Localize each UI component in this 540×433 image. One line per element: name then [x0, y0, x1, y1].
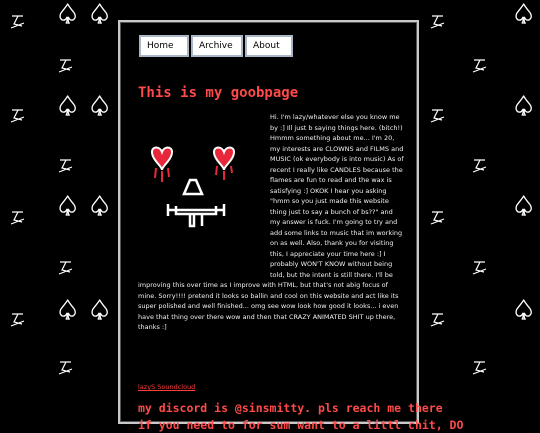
scribble-icon [56, 258, 76, 278]
spade-icon: ♠ [88, 296, 112, 326]
scribble-icon [428, 12, 448, 32]
scribble-icon [56, 56, 76, 76]
spade-icon: ♠ [88, 92, 112, 122]
scribble-icon [470, 358, 490, 378]
spade-icon: ♠ [56, 296, 80, 326]
spade-icon: ♠ [56, 192, 80, 222]
discord-line-2: if you need to for sum want to a littl chit, DO [138, 417, 464, 432]
top-nav [139, 35, 293, 57]
scribble-icon [470, 258, 490, 278]
spade-icon: ♠ [512, 192, 536, 222]
spade-icon: ♠ [512, 296, 536, 326]
scribble-icon [470, 56, 490, 76]
nav-about-button[interactable]: About [245, 35, 293, 57]
scribble-icon [428, 106, 448, 126]
intro-text: Hi. I'm lazy/whatever else you know me by :] Ill just b saying things here. (bitch!) Hmmm something about me... I'm 20, my interests are CLOWNS and FILMS and MUSIC (ok everybody is into music) As of recent I really like CANDLES because the flames are fun to read and the wax is satisfying :] OKOK I hear you asking "hmm so you just made this website thing just to say a bunch of bs??" and my answer is fuck. I'm going to try and add some links to music that im working on as well. Also, thank you for visiting this, I appreciate your time here :] I probably WON'T KNOW without being told, but the intent is still there. I'll be improving this over time as I improve with HTML, but that's not abig focus of mine. Sorry!!!! pretend it looks so ballin and cool on this website and act like its super polished and well finished... omg see wow look how good it looks... i even have that thing over there wow and then that CRAZY ANIMATED SHIT up there, thanks :] [138, 113, 404, 332]
scribble-icon [8, 208, 28, 228]
content-panel [118, 20, 464, 432]
nav-home-button[interactable]: Home [139, 35, 189, 57]
nav-archive-button[interactable]: Archive [191, 35, 243, 57]
scribble-icon [8, 12, 28, 32]
image-spacer [138, 112, 270, 279]
scribble-icon [8, 310, 28, 330]
scribble-icon [8, 106, 28, 126]
spade-icon: ♠ [56, 92, 80, 122]
scribble-icon [56, 358, 76, 378]
scribble-icon [56, 156, 76, 176]
spade-icon: ♠ [512, 92, 536, 122]
soundcloud-link[interactable]: lazyS Soundcloud [138, 383, 196, 391]
spade-icon: ♠ [88, 0, 112, 30]
page-title: This is my goobpage [138, 85, 299, 101]
discord-heading [138, 400, 464, 433]
spade-icon: ♠ [512, 0, 536, 30]
spade-icon: ♠ [56, 0, 80, 30]
intro-paragraph [138, 112, 405, 333]
scribble-icon [428, 310, 448, 330]
discord-line-1: my discord is @sinsmitty. pls reach me there [138, 401, 443, 415]
spade-icon: ♠ [88, 192, 112, 222]
scribble-icon [470, 156, 490, 176]
scribble-icon [428, 208, 448, 228]
